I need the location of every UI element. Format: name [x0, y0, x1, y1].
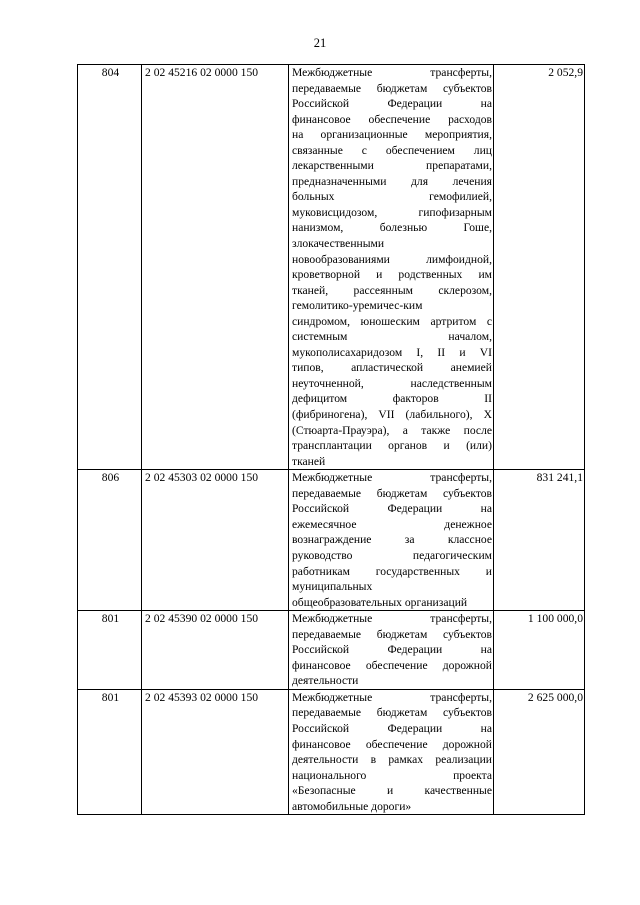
income-name-line: передаваемые бюджетам субъектов	[292, 627, 492, 641]
income-name-line: Российской Федерации на	[292, 721, 492, 735]
income-name-line: вознаграждение за классное	[292, 533, 492, 547]
admin-code-cell: 806	[78, 470, 142, 611]
income-name-line: муниципальных	[292, 580, 373, 594]
table-row	[78, 65, 585, 470]
income-name-line: Межбюджетные трансферты,	[292, 66, 492, 79]
table-row	[78, 470, 585, 611]
income-name-line: злокачественными	[292, 237, 385, 251]
table-row	[78, 611, 585, 690]
income-name-line: Межбюджетные трансферты,	[292, 471, 492, 485]
income-name-line: лекарственными препаратами,	[292, 159, 492, 173]
income-name-line: нанизмом, болезнью Гоше,	[292, 221, 492, 235]
income-name-line: муковисцидозом, гипофизарным	[292, 205, 492, 219]
income-name-cell	[289, 470, 494, 611]
income-name-line: Российской Федерации на	[292, 97, 492, 111]
income-name-line: Российской Федерации на	[292, 643, 492, 657]
income-name-line: связанные с обеспечением лиц	[292, 143, 492, 157]
income-name-line: автомобильные дороги»	[292, 799, 412, 813]
income-name-line: национального проекта	[292, 768, 492, 782]
income-name-line: передаваемые бюджетам субъектов	[292, 706, 492, 720]
income-name-line: ежемесячное денежное	[292, 517, 492, 531]
income-name-cell	[289, 65, 494, 470]
income-name-line: деятельности в рамках реализации	[292, 753, 492, 767]
budget-code-cell: 2 02 45393 02 0000 150	[142, 689, 289, 814]
amount-cell: 2 052,9	[494, 65, 585, 470]
income-name-line: передаваемые бюджетам субъектов	[292, 81, 492, 95]
income-name-line: трансплантации органов и (или)	[292, 439, 492, 453]
income-name-line: финансовое обеспечение дорожной	[292, 737, 492, 751]
budget-code-cell: 2 02 45390 02 0000 150	[142, 611, 289, 690]
income-name-line: синдромом, юношеским артритом с	[292, 314, 492, 328]
budget-table	[77, 64, 585, 815]
page-number: 21	[313, 36, 327, 50]
budget-table-body	[78, 65, 585, 815]
amount-cell: 831 241,1	[494, 470, 585, 611]
income-name-line: тканей, рассеянным склерозом,	[292, 283, 492, 297]
income-name-line: дефицитом факторов II	[292, 392, 492, 406]
income-name-line: новообразованиями лимфоидной,	[292, 252, 492, 266]
income-name-line: предназначенными для лечения	[292, 174, 492, 188]
income-name-line: (Стюарта-Прауэра), а также после	[292, 423, 492, 437]
income-name-line: общеобразовательных организаций	[292, 595, 468, 609]
income-name-line: гемолитико-уремичес-ким	[292, 299, 423, 313]
income-name-line: передаваемые бюджетам субъектов	[292, 486, 492, 500]
income-name-cell	[289, 689, 494, 814]
income-name-line: типов, апластической анемией	[292, 361, 492, 375]
budget-code-cell: 2 02 45216 02 0000 150	[142, 65, 289, 470]
income-name-line: Российской Федерации на	[292, 502, 492, 516]
income-name-line: на организационные мероприятия,	[292, 128, 492, 142]
income-name-line: больных гемофилией,	[292, 190, 492, 204]
admin-code-cell: 804	[78, 65, 142, 470]
income-name-line: работникам государственных и	[292, 564, 492, 578]
amount-cell: 1 100 000,0	[494, 611, 585, 690]
income-name-line: руководство педагогическим	[292, 548, 492, 562]
admin-code-cell: 801	[78, 689, 142, 814]
income-name-line: мукополисахаридозом I, II и VI	[292, 345, 492, 359]
income-name-line: неуточненной, наследственным	[292, 376, 492, 390]
income-name-line: кроветворной и родственных им	[292, 268, 492, 282]
admin-code-cell: 801	[78, 611, 142, 690]
budget-code-cell: 2 02 45303 02 0000 150	[142, 470, 289, 611]
income-name-line: «Безопасные и качественные	[292, 784, 492, 798]
income-name-line: финансовое обеспечение расходов	[292, 112, 492, 126]
amount-cell: 2 625 000,0	[494, 689, 585, 814]
income-name-line: финансовое обеспечение дорожной	[292, 658, 492, 672]
income-name-line: тканей	[292, 454, 326, 468]
table-row	[78, 689, 585, 814]
income-name-cell	[289, 611, 494, 690]
income-name-line: Межбюджетные трансферты,	[292, 612, 492, 626]
income-name-line: Межбюджетные трансферты,	[292, 690, 492, 704]
income-name-line: деятельности	[292, 674, 359, 688]
income-name-line: (фибриногена), VII (лабильного), X	[292, 408, 492, 422]
income-name-line: системным началом,	[292, 330, 492, 344]
